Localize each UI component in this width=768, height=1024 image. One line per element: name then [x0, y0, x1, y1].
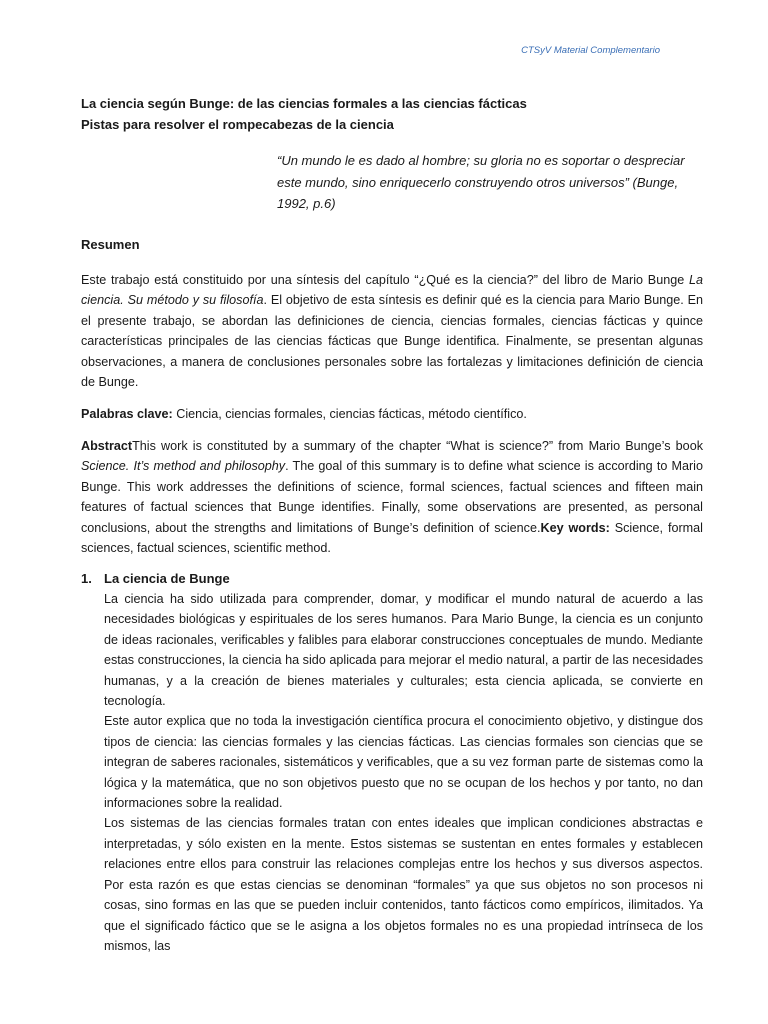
- title-line-2: Pistas para resolver el rompecabezas de la ciencia: [81, 117, 394, 132]
- keywords-es-paragraph: [81, 404, 703, 424]
- resumen-text-b: . El objetivo de esta síntesis es definir qué es la ciencia para Mario Bunge. En el presente trabajo, se abordan las definiciones de ciencia, ciencias formales, ciencias fácticas y quince características principales de las ciencias fácticas que Bunge identifica. Finalmente, se presentan algunas observaciones, a manera de conclusiones personales sobre las fortalezas y limitaciones definición de ciencia de Bunge.: [81, 293, 704, 390]
- epigraph-quote: “Un mundo le es dado al hombre; su gloria no es soportar o despreciar este mundo, sino enriquecerlo construyendo otros universos” (Bunge, 1992, p.6): [277, 153, 685, 211]
- header-note: CTSyV Material Complementario: [521, 45, 660, 56]
- section-1-paragraph-1: La ciencia ha sido utilizada para comprender, domar, y modificar el mundo natural de acuerdo a las necesidades biológicas y espirituales de los seres humanos. Para Mario Bunge, la ciencia es un conjunto de ideas racionales, verificables y falibles para elaborar construcciones conceptuales de mundo. Mediante estas construcciones, la ciencia ha sido aplicada para mejorar el medio natural, a partir de las necesidades humanas, y a la creación de bienes materiales y culturales; esta ciencia aplicada, se convierte en tecnología.: [104, 592, 703, 709]
- resumen-heading: Resumen: [81, 237, 140, 252]
- section-1: [81, 569, 703, 956]
- abstract-en-label: Abstract: [81, 439, 133, 453]
- section-1-heading: [81, 569, 703, 589]
- section-1-paragraph-3: Los sistemas de las ciencias formales tratan con entes ideales que implican condiciones abstractas e interpretadas, y sólo existen en la mente. Estos sistemas se sustentan en entes formales y establecen relaciones entre ellos para construir las relaciones complejas entre los hechos y sus diversos aspectos. Por esta razón es que estas ciencias se denominan “formales” ya que sus objetos no son procesos ni cosas, sino formas en las que se pueden incluir contenidos, tanto fácticos como empíricos, ilimitados. Ya que el significado fáctico que se le asigna a los objetos formales no es una propiedad intrínseca de los mismos, las: [104, 816, 703, 953]
- section-1-paragraph-2: Este autor explica que no toda la investigación científica procura el conocimiento objetivo, y distingue dos tipos de ciencia: las ciencias formales y las ciencias fácticas. Las ciencias formales son ciencias que se integran de saberes racionales, sistemáticos y verificables, que a su vez forman parte de sistemas como la lógica y la matemática, que no son objetivos puesto que no se ocupan de los hechos y por tanto, no dan informaciones sobre la realidad.: [104, 714, 703, 811]
- keywords-en-text: Science, formal sciences, factual sciences, scientific method.: [81, 520, 703, 556]
- abstract-en-book-title: Science. It’s method and philosophy: [81, 459, 286, 474]
- keywords-es-label: Palabras clave:: [81, 407, 173, 421]
- resumen-book-title: La ciencia. Su método y su filosofía: [81, 273, 703, 308]
- abstract-en-text-a: This work is constituted by a summary of the chapter “What is science?” from Mario Bunge’s book: [132, 439, 703, 453]
- resumen-text-a: Este trabajo está constituido por una síntesis del capítulo “¿Qué es la ciencia?” del libro de Mario Bunge: [81, 273, 689, 287]
- section-1-number: 1.: [81, 571, 92, 586]
- section-1-title: La ciencia de Bunge: [104, 571, 230, 586]
- document-title: [81, 93, 701, 135]
- keywords-es-text: Ciencia, ciencias formales, ciencias fácticas, método científico.: [172, 407, 527, 421]
- resumen-paragraph: [81, 270, 703, 392]
- abstract-en-text-b: . The goal of this summary is to define what science is according to Mario Bunge. This work addresses the definitions of science, formal sciences, factual sciences and fifteen main features of factual sciences that Bunge identifies. Finally, some observations are presented, as personal conclusions, about the strengths and limitations of Bunge’s definition of science.: [81, 459, 703, 535]
- abstract-en-paragraph: [81, 436, 703, 558]
- keywords-en-label: Key words:: [540, 520, 610, 535]
- section-1-body: [104, 589, 703, 956]
- title-line-1: La ciencia según Bunge: de las ciencias formales a las ciencias fácticas: [81, 96, 527, 111]
